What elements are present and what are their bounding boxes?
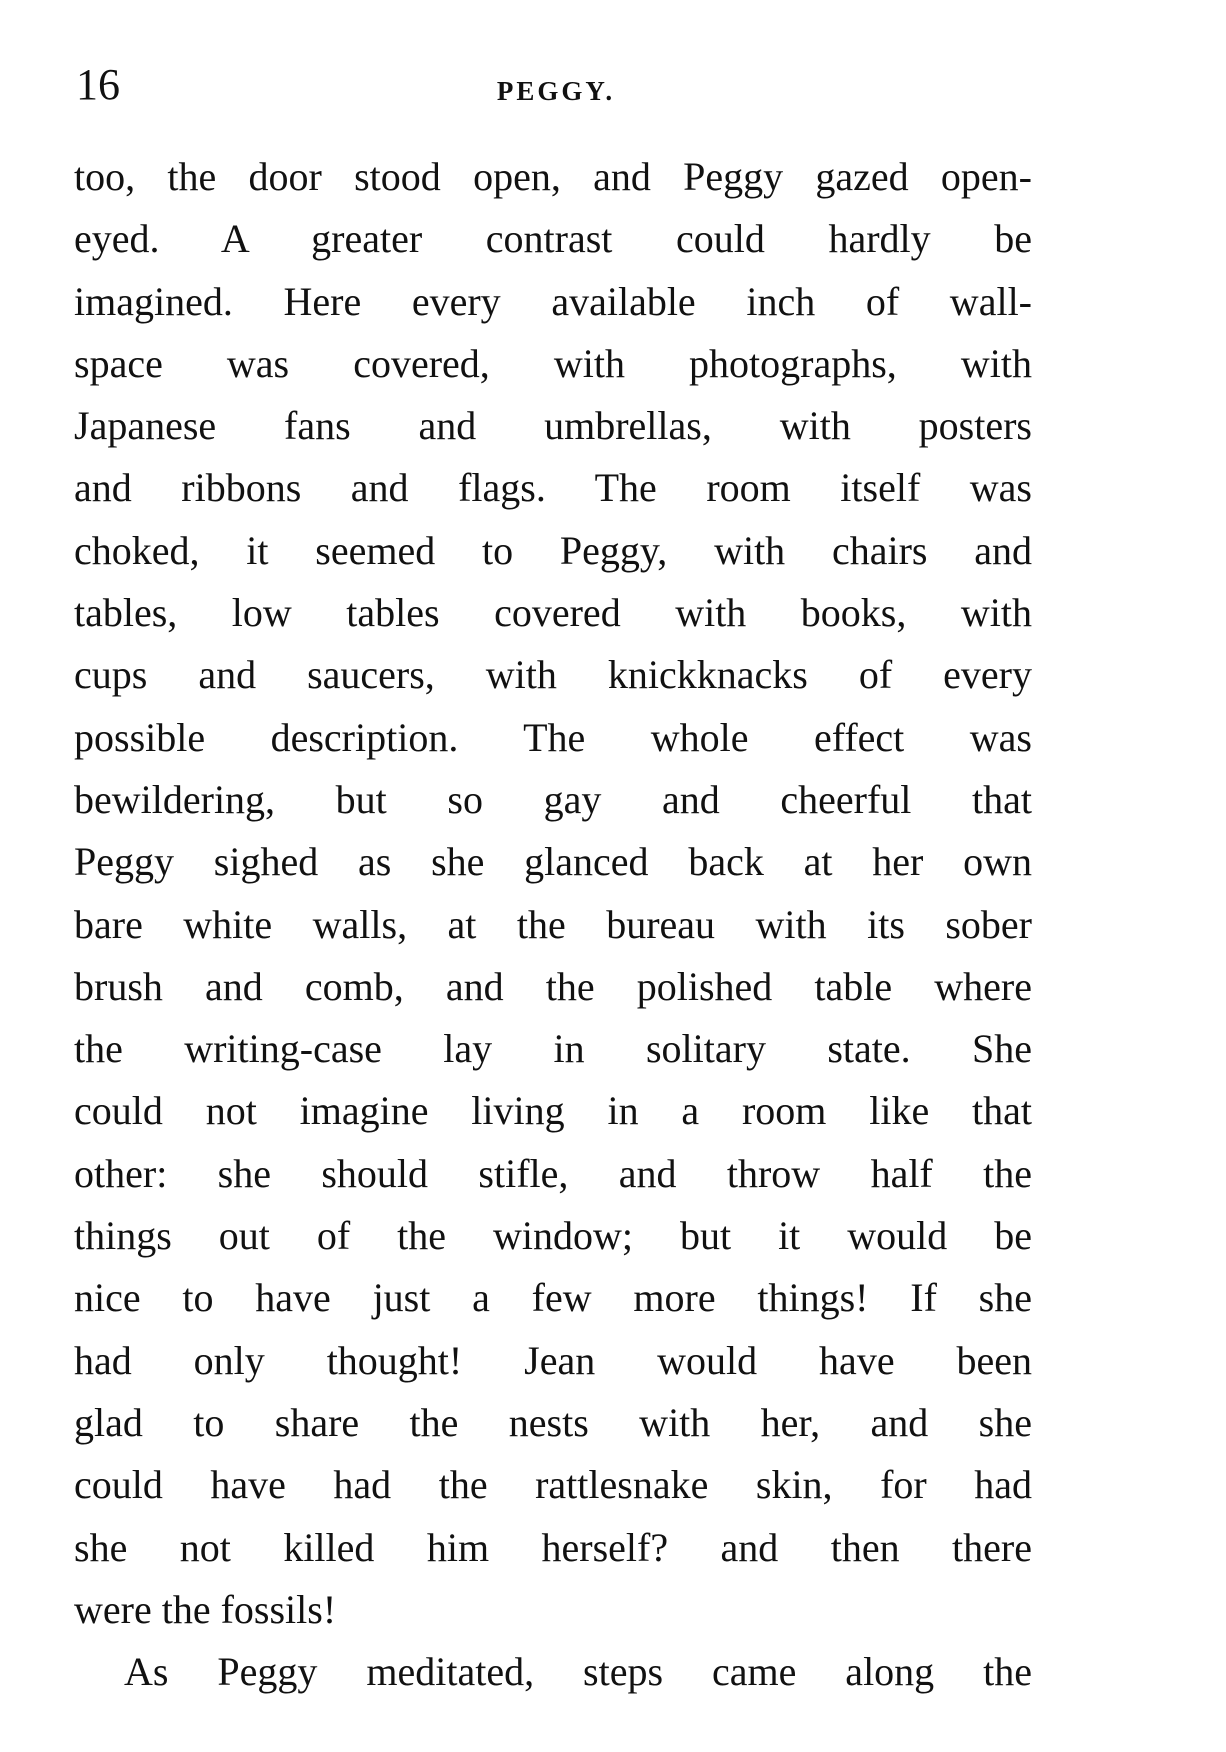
text-line: and ribbons and flags. The room itself was	[74, 465, 1032, 511]
text-line: had only thought! Jean would have been	[74, 1337, 1032, 1383]
text-line: were the fossils!	[74, 1586, 337, 1632]
text-line: eyed. A greater contrast could hardly be	[74, 216, 1032, 262]
text-line: brush and comb, and the polished table where	[74, 963, 1032, 1009]
page-number: 16	[76, 60, 120, 109]
text-line: other: she should stifle, and throw half the	[74, 1150, 1032, 1196]
text-line: could have had the rattlesnake skin, for had	[74, 1462, 1032, 1508]
running-title: PEGGY.	[496, 76, 616, 106]
text-line: possible description. The whole effect was	[74, 714, 1032, 760]
text-line: the writing-case lay in solitary state. She	[74, 1026, 1032, 1072]
text-line: glad to share the nests with her, and she	[74, 1399, 1032, 1445]
text-line: As Peggy meditated, steps came along the	[124, 1649, 1032, 1695]
text-line: she not killed him herself? and then there	[74, 1524, 1032, 1570]
text-line: could not imagine living in a room like that	[74, 1088, 1032, 1134]
page-header	[76, 55, 1036, 115]
text-line: space was covered, with photographs, with	[74, 340, 1032, 386]
text-line: nice to have just a few more things! If she	[74, 1275, 1032, 1321]
text-line: Japanese fans and umbrellas, with posters	[74, 403, 1032, 449]
text-line: imagined. Here every available inch of wall-	[74, 278, 1032, 324]
text-line: tables, low tables covered with books, with	[74, 590, 1032, 636]
text-line: Peggy sighed as she glanced back at her own	[74, 839, 1032, 885]
body-text	[74, 146, 1032, 1703]
text-line: choked, it seemed to Peggy, with chairs and	[74, 527, 1032, 573]
text-line: bare white walls, at the bureau with its sober	[74, 901, 1032, 947]
text-line: cups and saucers, with knickknacks of every	[74, 652, 1032, 698]
text-line: too, the door stood open, and Peggy gazed open-	[74, 154, 1032, 199]
text-line: bewildering, but so gay and cheerful that	[74, 776, 1032, 822]
text-line: things out of the window; but it would be	[74, 1213, 1032, 1259]
